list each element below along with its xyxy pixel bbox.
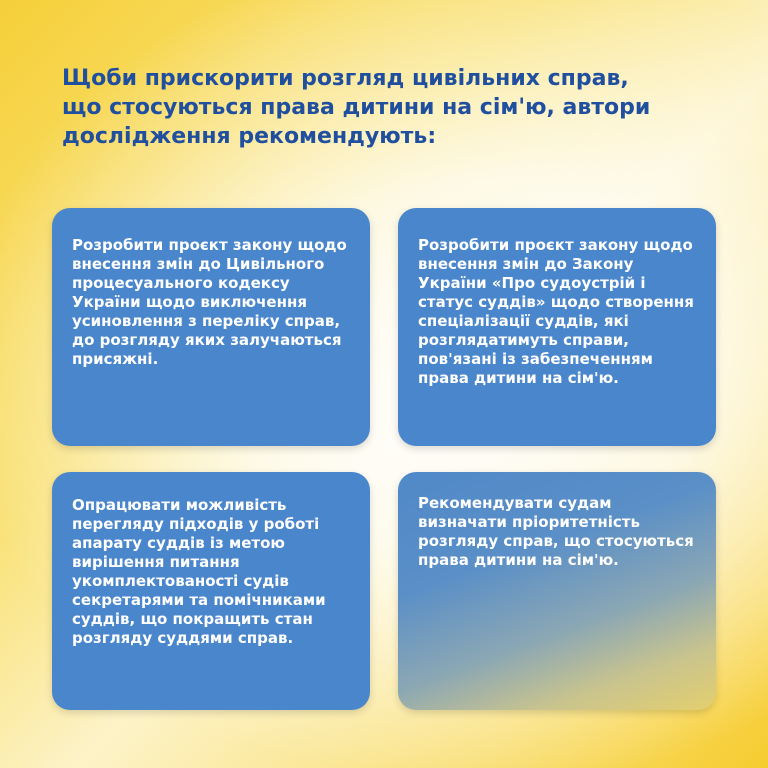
recommendation-text: Опрацювати можливість перегляду підходів у роботі апарату суддів із метою вирішення питання укомплектованості судів секретарями та помічниками суддів, що покращить стан розгляду суддями справ. [72, 496, 326, 647]
recommendation-card-2 [398, 208, 716, 446]
recommendation-text: Рекомендувати судам визначати пріоритетність розгляду справ, що стосуються права дитини на сім'ю. [418, 494, 694, 569]
page-title: Щоби прискорити розгляд цивільних справ, що стосуються права дитини на сім'ю, автори дослідження рекомендують: [62, 66, 651, 149]
recommendation-card-3 [52, 472, 370, 710]
recommendation-card-4 [398, 472, 716, 710]
recommendation-text: Розробити проєкт закону щодо внесення змін до Закону України «Про судоустрій і статус суддів» щодо створення спеціалізації суддів, які розглядатимуть справи, пов'язані із забезпеченням права дитини на сім'ю. [418, 236, 694, 387]
recommendation-card-1 [52, 208, 370, 446]
recommendation-text: Розробити проєкт закону щодо внесення змін до Цивільного процесуального кодексу України щодо виключення усиновлення з переліку справ, до розгляду яких залучаються присяжні. [72, 236, 347, 368]
